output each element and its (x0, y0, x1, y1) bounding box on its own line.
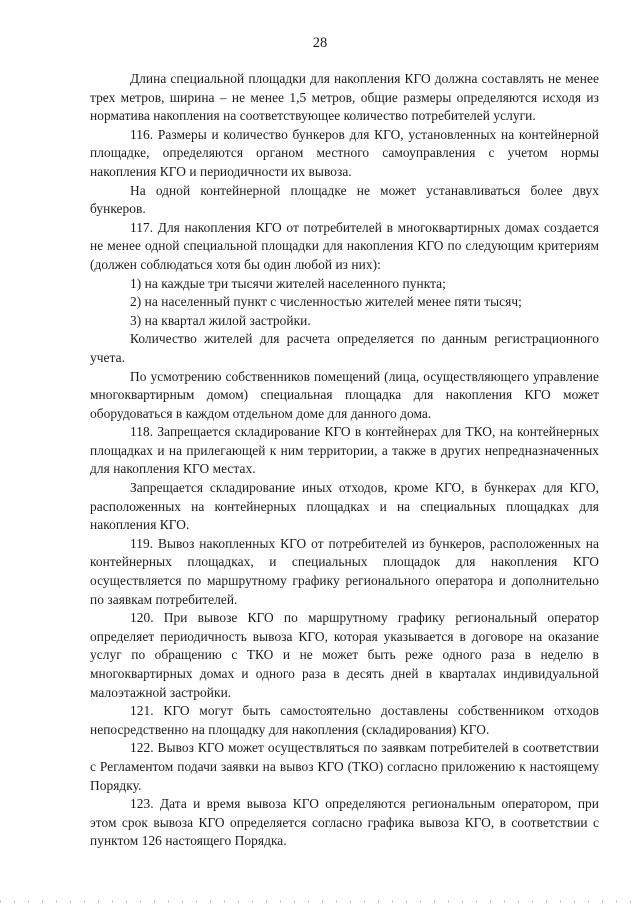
paragraph: 122. Вывоз КГО может осуществляться по заявкам потребителей в соответствии с Регламентом подачи заявки на вывоз КГО (ТКО) согласно приложению к настоящему Порядку. (90, 740, 599, 793)
paragraph: 123. Дата и время вывоза КГО определяются региональным оператором, при этом срок вывоза КГО определяется согласно графика вывоза КГО, в соответствии с пунктом 126 настоящего Порядка. (90, 796, 599, 849)
paragraph: 121. КГО могут быть самостоятельно доставлены собственником отходов непосредственно на площадку для накопления (складирования) КГО. (90, 703, 599, 737)
document-body (90, 70, 599, 851)
paragraph: 119. Вывоз накопленных КГО от потребителей из бункеров, расположенных на контейнерных площадках, и специальных площадок для накопления КГО осуществляется по маршрутному графику регионального оператора и дополнительно по заявкам потребителей. (90, 535, 599, 607)
page-number: 28 (312, 35, 328, 51)
paragraph: 120. При вывозе КГО по маршрутному графику региональный оператор определяет периодичность вывоза КГО, которая указывается в договоре на оказание услуг по обращению с ТКО и не может быть реже одного раза в неделю в многоквартирных домах и одного раза в десять дней в кварталах индивидуальной малоэтажной застройки. (90, 610, 599, 700)
scan-artifact-line (0, 900, 640, 903)
paragraph: 117. Для накопления КГО от потребителей в многоквартирных домах создается не менее одной специальной площадки для накопления КГО по следующим критериям (должен соблюдаться хотя бы один любой из них): (90, 219, 599, 272)
list-item: 1) на каждые три тысячи жителей населенного пункта; (130, 275, 446, 291)
list-item: 2) на населенный пункт с численностью жителей менее пяти тысяч; (130, 294, 522, 310)
paragraph: Количество жителей для расчета определяется по данным регистрационного учета. (90, 331, 599, 365)
paragraph: 118. Запрещается складирование КГО в контейнерах для ТКО, на контейнерных площадках и на прилегающей к ним территории, а также в других непредназначенных для накопления КГО местах. (90, 424, 599, 477)
paragraph: Длина специальной площадки для накопления КГО должна составлять не менее трех метров, ширина – не менее 1,5 метров, общие размеры определяются исходя из норматива накопления на соответствующее количество потребителей услуги. (90, 71, 599, 124)
paragraph: По усмотрению собственников помещений (лица, осуществляющего управление многоквартирным домом) специальная площадка для накопления КГО может оборудоваться в каждом отдельном доме для данного дома. (90, 368, 599, 421)
paragraph: Запрещается складирование иных отходов, кроме КГО, в бункерах для КГО, расположенных на контейнерных площадках и на специальных площадках для накопления КГО. (90, 480, 599, 533)
paragraph: 116. Размеры и количество бункеров для КГО, установленных на контейнерной площадке, определяются органом местного самоуправления с учетом нормы накопления КГО и периодичности их вывоза. (90, 126, 599, 179)
list-item: 3) на квартал жилой застройки. (130, 312, 311, 328)
paragraph: На одной контейнерной площадке не может устанавливаться более двух бункеров. (90, 182, 599, 217)
